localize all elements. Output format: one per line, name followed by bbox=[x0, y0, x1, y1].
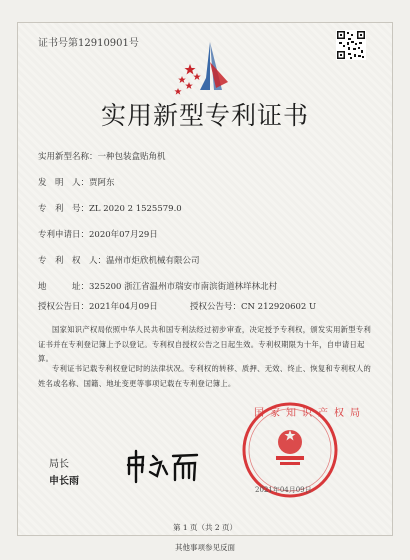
legal-status-paragraph: 专利证书记载专利权登记时的法律状况。专利权的转移、质押、无效、终止、恢复和专利权人的姓名或名称、国籍、地址变更等事项记载在专利登记簿上。 bbox=[38, 364, 372, 388]
director-signature bbox=[123, 448, 201, 484]
certificate-number: 证书号第12910901号 bbox=[38, 38, 139, 49]
field-utility-model-name bbox=[38, 150, 166, 162]
field-value: ZL 2020 2 1525579.0 bbox=[89, 204, 182, 214]
grant-number-label: 授权公告号： bbox=[190, 302, 242, 312]
field-inventor bbox=[38, 176, 115, 188]
field-label: 地 址： bbox=[38, 282, 90, 292]
field-grant-number bbox=[190, 300, 316, 312]
grant-number-value: CN 212920602 U bbox=[241, 302, 317, 312]
page-indicator: 第 1 页（共 2 页） bbox=[172, 523, 238, 532]
field-label: 专利申请日： bbox=[38, 230, 90, 240]
field-patentee bbox=[38, 254, 200, 266]
grant-date-value: 2021年04月09日 bbox=[89, 302, 158, 312]
field-label: 专 利 权 人： bbox=[38, 256, 107, 266]
field-value: 贾阿东 bbox=[89, 178, 115, 188]
seal-inscription: 国家知识产权局 bbox=[254, 408, 366, 419]
field-value: 2020年07月29日 bbox=[89, 230, 158, 240]
certificate-title: 实用新型专利证书 bbox=[100, 101, 309, 130]
field-address bbox=[38, 280, 277, 292]
field-label: 专 利 号： bbox=[38, 204, 90, 214]
director-title: 局长 bbox=[49, 459, 69, 470]
field-grant-date bbox=[38, 300, 158, 312]
grant-date-label: 授权公告日： bbox=[38, 302, 90, 312]
field-label: 实用新型名称： bbox=[38, 152, 98, 162]
grant-paragraph: 国家知识产权局依照中华人民共和国专利法经过初步审查，决定授予专利权，颁发实用新型专利证书并在专利登记簿上予以登记。专利权自授权公告之日起生效。专利权期限为十年，自申请日起算。 bbox=[38, 325, 372, 363]
director-name: 申长雨 bbox=[49, 476, 79, 487]
field-patent-number bbox=[38, 202, 182, 214]
field-application-date bbox=[38, 228, 158, 240]
seal-date: 2021年04月09日 bbox=[255, 486, 312, 494]
footer-note: 其他事项参见反面 bbox=[175, 543, 235, 552]
field-label: 发 明 人： bbox=[38, 178, 90, 188]
field-value: 一种包装盒贴角机 bbox=[97, 152, 166, 162]
field-value: 325200 浙江省温州市瑞安市南滨街道林垟林北村 bbox=[89, 282, 278, 292]
patent-office-emblem bbox=[170, 38, 242, 98]
field-value: 温州市炬欣机械有限公司 bbox=[106, 256, 200, 266]
qr-code bbox=[336, 30, 366, 60]
